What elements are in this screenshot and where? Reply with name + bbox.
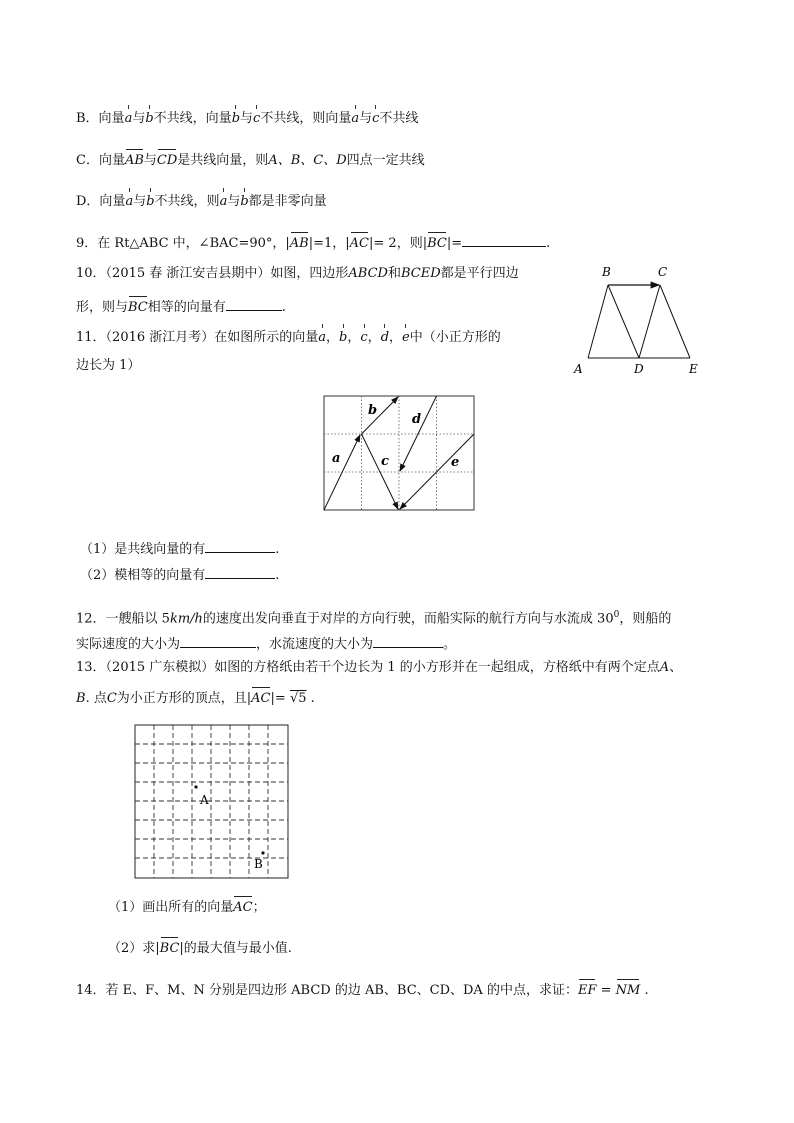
svg-text:c: c — [381, 454, 389, 469]
point-a — [194, 785, 197, 788]
question-11-sub2: （2）模相等的向量有 . — [80, 568, 280, 583]
answer-blank[interactable] — [373, 635, 443, 648]
question-14: 14．若 E、F、M、N 分别是四边形 ABCD 的边 AB、BC、CD、DA 的中点，求证：EF = NM . — [76, 983, 649, 998]
question-12-line2: 实际速度的大小为 ，水流速度的大小为 。 — [76, 637, 457, 652]
label-a: A — [200, 793, 209, 807]
question-13-sub2: （2）求|BC|的最大值与最小值. — [108, 941, 292, 956]
segment-ab — [588, 285, 608, 358]
svg-text:b: b — [368, 403, 378, 418]
label-c: C — [658, 265, 668, 279]
question-10-line1: 10．（2015 春 浙江安吉县期中）如图，四边形ABCD和BCED都是平行四边 — [76, 266, 519, 281]
label-a: A — [574, 362, 583, 376]
svg-text:d: d — [412, 412, 422, 427]
svg-text:e: e — [451, 455, 460, 470]
segment-cd — [639, 285, 660, 358]
question-12-line1: 12．一艘船以 5km/h的速度出发向垂直于对岸的方向行驶，而船实际的航行方向与水流成 $30^0$，则船的 — [76, 610, 672, 627]
label-b: B — [602, 265, 611, 279]
point-b — [261, 851, 264, 854]
question-11-line1: 11．（2016 浙江月考）在如图所示的向量a，b，c，d，e中（小正方形的 — [76, 330, 501, 345]
vector-c — [362, 434, 399, 509]
label-d: D — [634, 362, 644, 376]
answer-blank[interactable] — [462, 234, 546, 247]
segment-ce — [660, 285, 690, 358]
parallelogram-figure — [570, 262, 710, 377]
option-b: B．向量a与b不共线，向量b与c不共线，则向量a与c不共线 — [76, 111, 419, 126]
answer-blank[interactable] — [205, 540, 275, 553]
answer-blank[interactable] — [180, 635, 256, 648]
question-13-line1: 13．（2015 广东模拟）如图的方格纸由若干个边长为 1 的小方形并在一起组成，方格纸中有两个定点A、 — [76, 660, 683, 675]
vector-a — [324, 435, 360, 510]
question-9: 9．在 Rt△ABC 中，∠BAC=90°，|AB|=1，|AC|= 2，则|BC|= . — [76, 236, 551, 251]
question-13-sub1: （1）画出所有的向量AC； — [108, 900, 266, 915]
vector-d — [400, 396, 437, 471]
segment-bd — [608, 285, 639, 358]
svg-text:a: a — [332, 451, 341, 466]
grid-paper-figure — [132, 722, 292, 882]
vector-e — [400, 434, 474, 509]
question-13-line2: B. 点C为小正方形的顶点，且|AC|= √5 . — [76, 691, 315, 706]
answer-blank[interactable] — [205, 566, 275, 579]
answer-blank[interactable] — [226, 298, 282, 311]
vector-grid-figure — [320, 392, 480, 516]
option-d: D．向量a与b不共线，则a与b都是非零向量 — [76, 194, 327, 209]
question-10-line2: 形，则与BC相等的向量有 . — [76, 300, 286, 315]
label-b: B — [254, 857, 263, 871]
question-11-line2: 边长为 1） — [76, 358, 141, 373]
option-c: C．向量AB与CD是共线向量，则A、B、C、D四点一定共线 — [76, 153, 425, 168]
question-11-sub1: （1）是共线向量的有 . — [80, 542, 280, 557]
label-e: E — [689, 362, 698, 376]
grid-border — [135, 725, 288, 878]
vector-b — [362, 397, 399, 434]
